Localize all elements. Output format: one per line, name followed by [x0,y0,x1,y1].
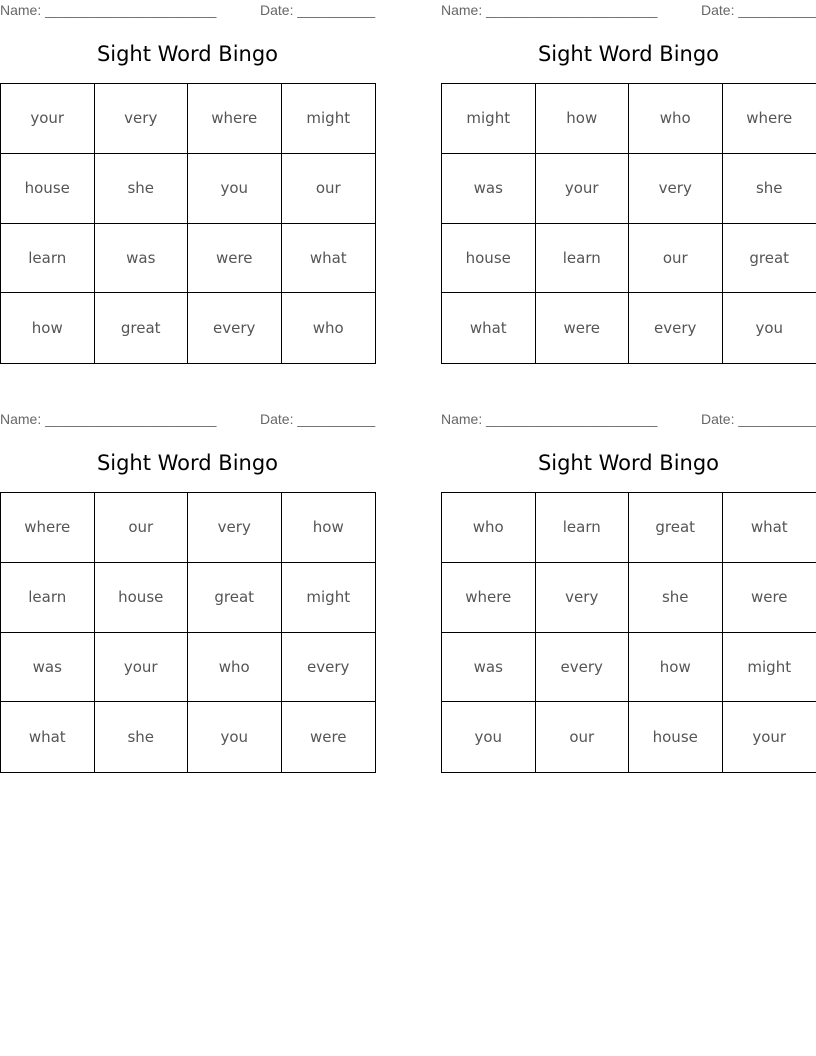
bingo-cell: were [188,224,282,294]
bingo-cell: who [629,84,723,154]
bingo-cell: was [442,154,536,224]
bingo-cell: she [723,154,816,224]
bingo-cell: very [629,154,723,224]
bingo-cell: house [442,224,536,294]
bingo-cell: where [188,84,282,154]
bingo-cell: what [442,293,536,363]
bingo-cell: your [95,633,189,703]
name-field[interactable]: Name: ______________________ [441,2,658,18]
card-title: Sight Word Bingo [96,42,279,66]
bingo-cell: she [95,154,189,224]
bingo-cell: great [188,563,282,633]
bingo-cell: our [95,493,189,563]
bingo-cell: were [536,293,630,363]
bingo-cell: were [723,563,816,633]
date-field[interactable]: Date: __________ [260,411,376,427]
bingo-card [441,409,816,782]
bingo-cell: house [95,563,189,633]
bingo-cell: great [95,293,189,363]
card-title: Sight Word Bingo [537,451,720,475]
name-field[interactable]: Name: ______________________ [0,411,217,427]
card-header [441,2,816,20]
bingo-card [441,0,816,373]
bingo-cell: how [282,493,376,563]
bingo-cell: our [629,224,723,294]
bingo-cell: very [188,493,282,563]
bingo-cell: was [1,633,95,703]
bingo-cell: who [442,493,536,563]
bingo-card [0,0,375,373]
card-title: Sight Word Bingo [96,451,279,475]
bingo-cell: your [536,154,630,224]
bingo-cell: she [95,702,189,772]
bingo-cell: every [536,633,630,703]
bingo-cell: was [95,224,189,294]
bingo-cell: house [629,702,723,772]
bingo-cell: what [282,224,376,294]
bingo-cell: your [1,84,95,154]
bingo-cell: great [629,493,723,563]
bingo-cell: might [282,84,376,154]
bingo-cell: learn [1,224,95,294]
bingo-cell: your [752,728,787,747]
bingo-cell: who [188,633,282,703]
bingo-cell: might [442,84,536,154]
name-field[interactable]: Name: ______________________ [0,2,217,18]
bingo-grid [441,83,816,364]
bingo-cell: how [629,633,723,703]
bingo-cell: she [629,563,723,633]
card-header [0,2,375,20]
bingo-cell: learn [536,224,630,294]
bingo-cell: every [188,293,282,363]
date-field[interactable]: Date: __________ [701,411,816,427]
bingo-grid [0,83,376,364]
name-field[interactable]: Name: ______________________ [441,411,658,427]
bingo-cell: where [442,563,536,633]
bingo-cell: very [536,563,630,633]
bingo-cell: what [1,702,95,772]
bingo-cell: where [1,493,95,563]
bingo-cell: might [723,633,816,703]
bingo-cell: you [188,154,282,224]
bingo-cell: where [723,84,816,154]
bingo-cell: you [442,702,536,772]
bingo-cell: learn [1,563,95,633]
date-field[interactable]: Date: __________ [701,2,816,18]
bingo-cell: every [629,293,723,363]
date-field[interactable]: Date: __________ [260,2,376,18]
bingo-cell: who [312,319,344,338]
bingo-cell: you [188,702,282,772]
bingo-cell: every [282,633,376,703]
bingo-grid [441,492,816,773]
card-header [441,411,816,429]
bingo-cell: might [282,563,376,633]
bingo-cell: learn [536,493,630,563]
bingo-cell: were [309,728,347,747]
card-header [0,411,375,429]
card-title: Sight Word Bingo [537,42,720,66]
bingo-cell: how [536,84,630,154]
bingo-cell: our [536,702,630,772]
bingo-cell: what [723,493,816,563]
bingo-cell: very [95,84,189,154]
bingo-grid [0,492,376,773]
bingo-cell: our [282,154,376,224]
bingo-cell: house [1,154,95,224]
bingo-cell: how [1,293,95,363]
bingo-cell: great [723,224,816,294]
bingo-card [0,409,375,782]
bingo-cell: you [755,319,784,338]
bingo-cell: was [442,633,536,703]
